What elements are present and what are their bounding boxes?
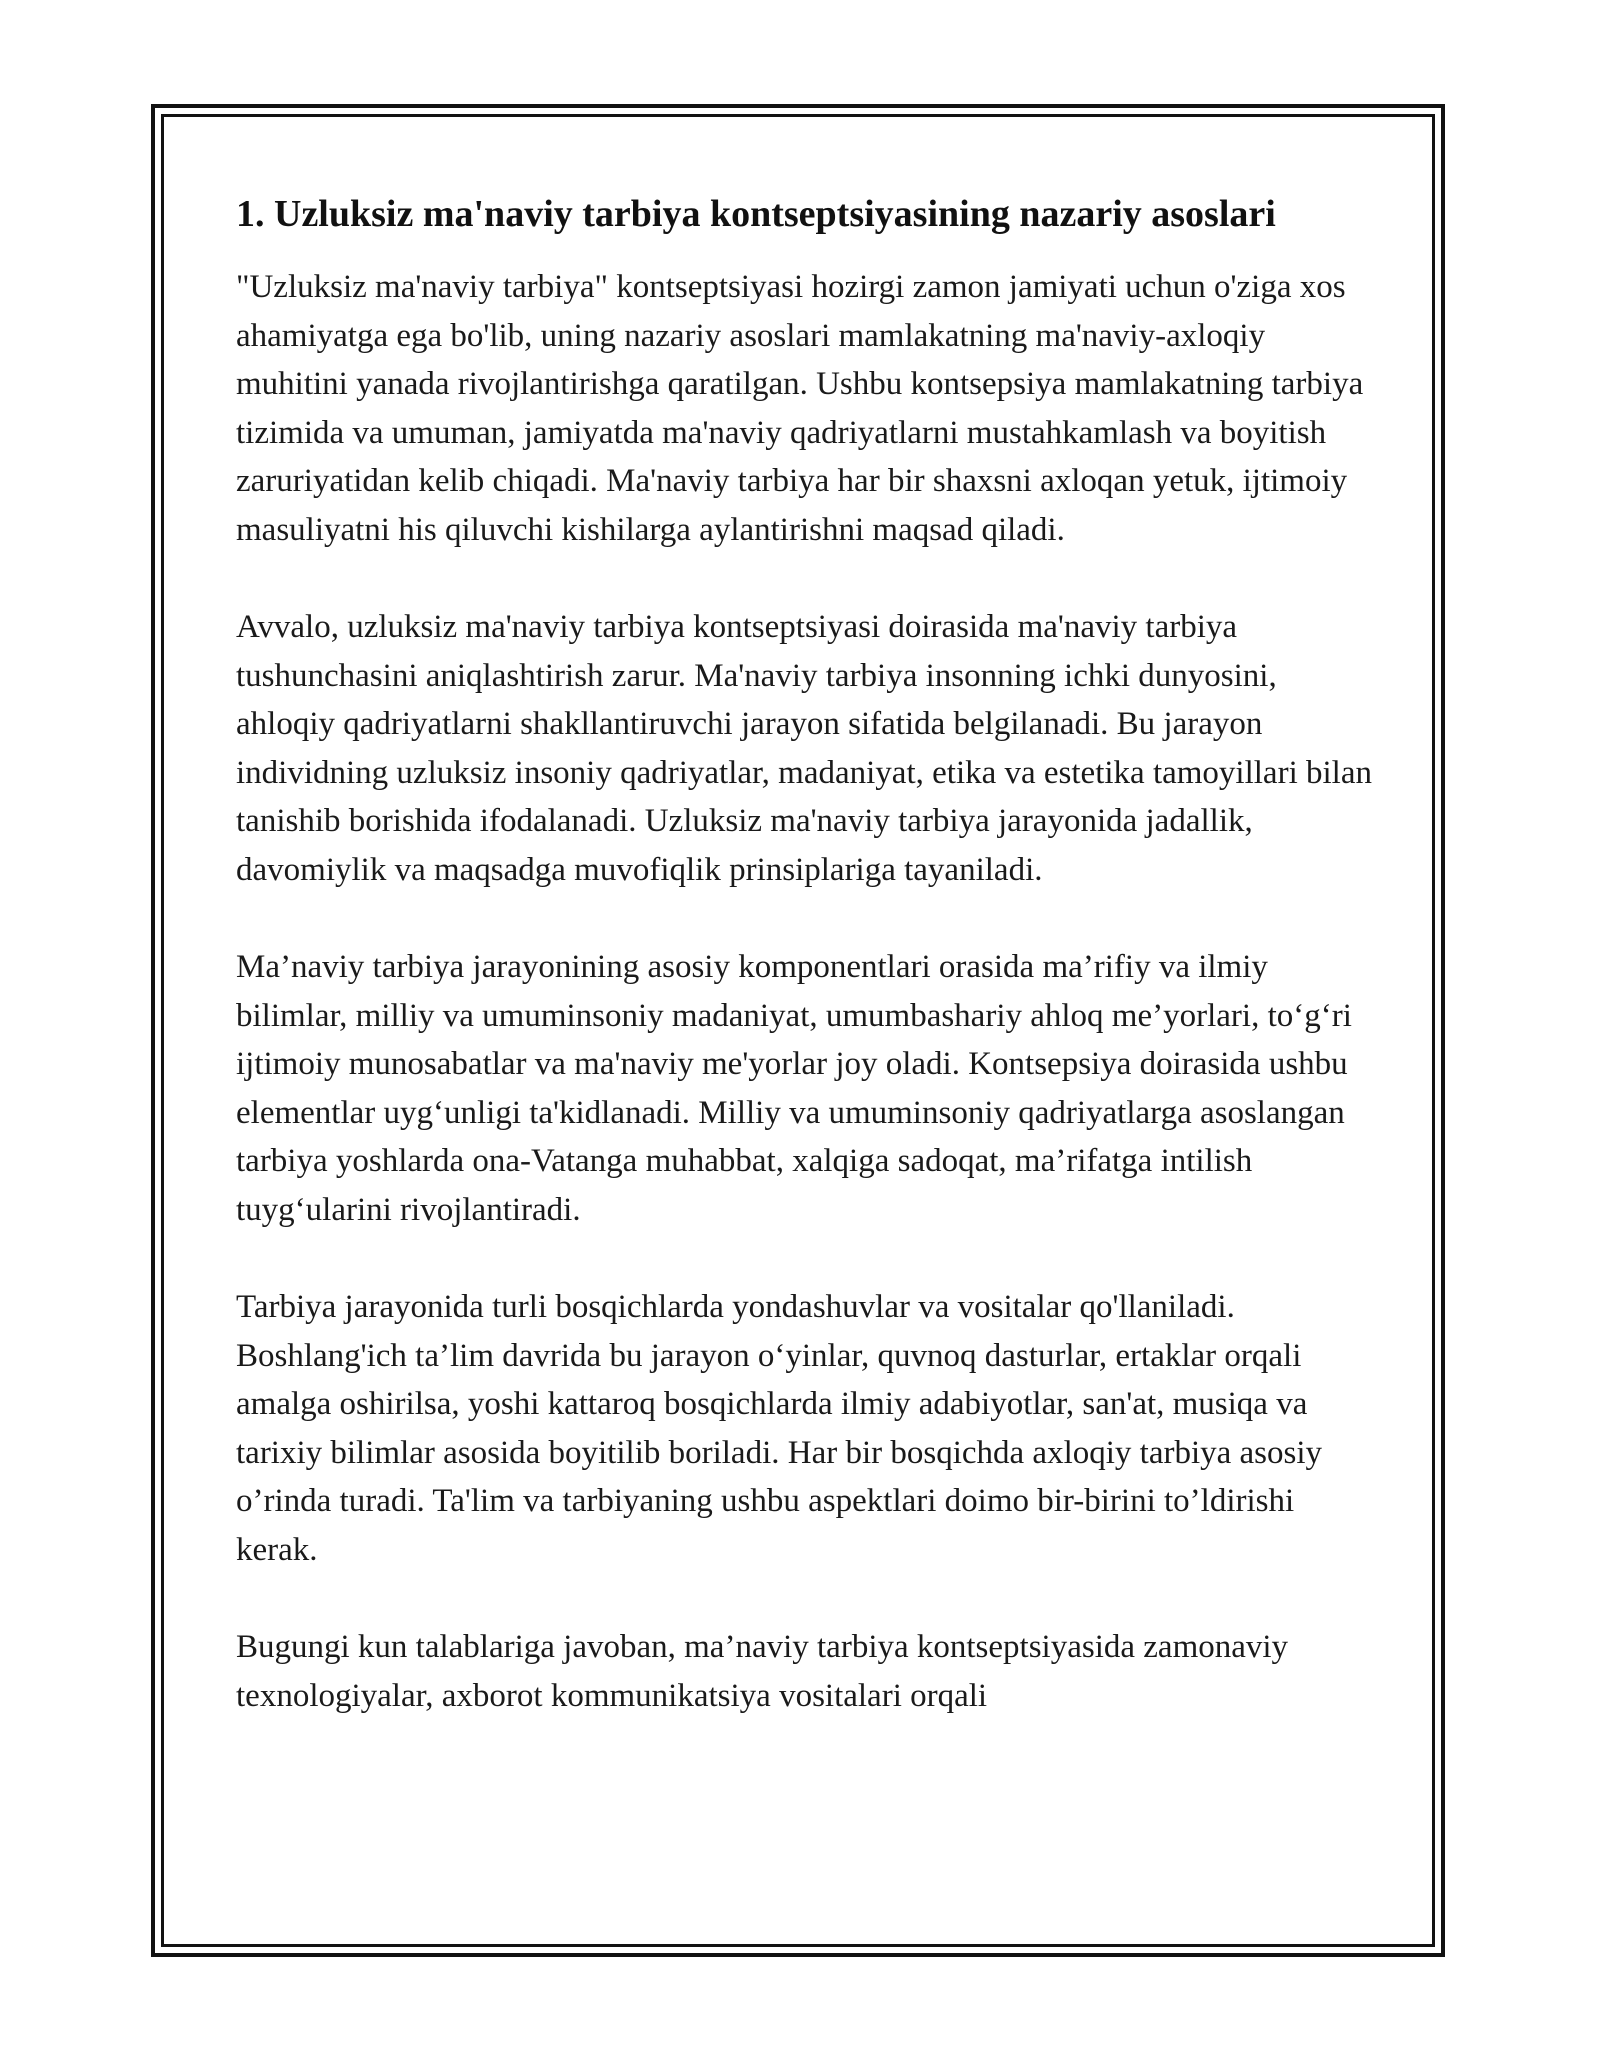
paragraph-3: Ma’naviy tarbiya jarayonining asosiy komponentlari orasida ma’rifiy va ilmiy bilimlar, milliy va umuminsoniy madaniyat, umumbashariy ahloq me’yorlari, to‘g‘ri ijtimoiy munosabatlar va ma'naviy me'yorlar joy oladi. Kontsepsiya doirasida ushbu elementlar uyg‘unligi ta'kidlanadi. Milliy va umuminsoniy qadriyatlarga asoslangan tarbiya yoshlarda ona-Vatanga muhabbat, xalqiga sadoqat, ma’rifatga intilish tuyg‘ularini rivojlantiradi. <box>236 949 1352 1228</box>
document-body <box>236 188 1376 1720</box>
paragraph-5: Bugungi kun talablariga javoban, ma’naviy tarbiya kontseptsiyasida zamonaviy texnologiyalar, axborot kommunikatsiya vositalari orqali <box>236 1629 1289 1714</box>
paragraph-1: "Uzluksiz ma'naviy tarbiya" kontseptsiyasi hozirgi zamon jamiyati uchun o'ziga xos ahamiyatga ega bo'lib, uning nazariy asoslari mamlakatning ma'naviy-axloqiy muhitini yanada rivojlantirishga qaratilgan. Ushbu kontsepsiya mamlakatning tarbiya tizimida va umuman, jamiyatda ma'naviy qadriyatlarni mustahkamlash va boyitish zaruriyatidan kelib chiqadi. Ma'naviy tarbiya har bir shaxsni axloqan yetuk, ijtimoiy masuliyatni his qiluvchi kishilarga aylantirishni maqsad qiladi. <box>236 269 1364 548</box>
paragraph-4: Tarbiya jarayonida turli bosqichlarda yondashuvlar va vositalar qo'llaniladi. Boshlang'ich ta’lim davrida bu jarayon o‘yinlar, quvnoq dasturlar, ertaklar orqali amalga oshirilsa, yoshi kattaroq bosqichlarda ilmiy adabiyotlar, san'at, musiqa va tarixiy bilimlar asosida boyitilib boriladi. Har bir bosqichda axloqiy tarbiya asosiy o’rinda turadi. Ta'lim va tarbiyaning ushbu aspektlari doimo bir-birini to’ldirishi kerak. <box>236 1289 1323 1568</box>
section-title: 1. Uzluksiz ma'naviy tarbiya kontseptsiyasining nazariy asoslari <box>236 193 1276 235</box>
paragraph-2: Avvalo, uzluksiz ma'naviy tarbiya kontseptsiyasi doirasida ma'naviy tarbiya tushunchasini aniqlashtirish zarur. Ma'naviy tarbiya insonning ichki dunyosini, ahloqiy qadriyatlarni shakllantiruvchi jarayon sifatida belgilanadi. Bu jarayon individning uzluksiz insoniy qadriyatlar, madaniyat, etika va estetika tamoyillari bilan tanishib borishida ifodalanadi. Uzluksiz ma'naviy tarbiya jarayonida jadallik, davomiylik va maqsadga muvofiqlik prinsiplariga tayaniladi. <box>236 609 1372 888</box>
